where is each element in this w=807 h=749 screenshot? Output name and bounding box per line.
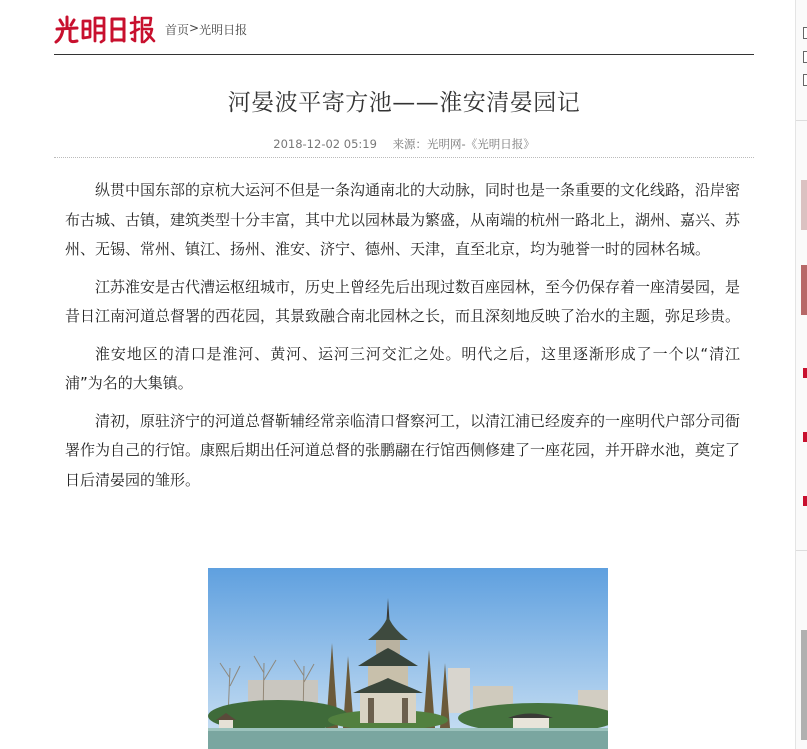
sidebar-thumbnail[interactable] [801,630,807,740]
sidebar-checkbox-3[interactable] [803,74,807,86]
sidebar-thumbnail[interactable] [801,180,807,230]
breadcrumb-section-link[interactable]: 光明日报 [199,23,248,37]
article-paragraph: 清初，原驻济宁的河道总督靳辅经常亲临清口督察河工，以清江浦已经废弃的一座明代户部分司衙署作为自己的行馆。康熙后期出任河道总督的张鹏翮在行馆西侧修建了一座花园，并开辟水池，奠定了日后清晏园的雏形。 [65,411,741,489]
sidebar-red-marker [803,368,807,378]
article-paragraph: 淮安地区的清口是淮河、黄河、运河三河交汇之处。明代之后，这里逐渐形成了一个以“清江浦”为名的大集镇。 [65,344,740,392]
article-source[interactable]: 来源：光明网-《光明日报》 [392,137,535,151]
breadcrumb-separator: > [189,21,200,35]
breadcrumb-home-link[interactable]: 首页 [165,23,190,37]
sidebar-red-marker [803,496,807,506]
logo-calligraphy [54,14,158,46]
sidebar-red-marker [803,432,807,442]
article-paragraph: 纵贯中国东部的京杭大运河不但是一条沟通南北的大动脉，同时也是一条重要的文化线路，沿岸密布古城、古镇，建筑类型十分丰富，其中尤以园林最为繁盛，从南端的杭州一路北上，湖州、嘉兴、苏州、无锡、常州、镇江、扬州、淮安、济宁、德州、天津，直至北京，均为驰誉一时的园林名城。 [65,181,741,258]
sidebar-checkbox-1[interactable] [803,27,807,39]
guangming-daily-logo[interactable] [54,14,158,46]
article-body [65,176,740,503]
header-divider [54,54,754,55]
sidebar-checkbox-2[interactable] [803,51,807,63]
breadcrumb [165,21,247,38]
article-paragraph: 江苏淮安是古代漕运枢纽城市，历史上曾经先后出现过数百座园林，至今仍保存着一座清晏园，是昔日江南河道总督署的西花园，其景致融合南北园林之长，而且深刻地反映了治水的主题，弥足珍贵。 [65,277,741,325]
sidebar-divider [796,550,807,551]
sidebar-thumbnail[interactable] [801,265,807,315]
sidebar-divider [796,120,807,121]
article-meta [54,136,754,152]
meta-divider [54,157,754,158]
pavilion-pond-image [208,568,608,749]
article-photo[interactable] [208,568,608,749]
article-date: 2018-12-02 05:19 [273,137,377,151]
article-title: 河晏波平寄方池——淮安清晏园记 [227,90,581,116]
